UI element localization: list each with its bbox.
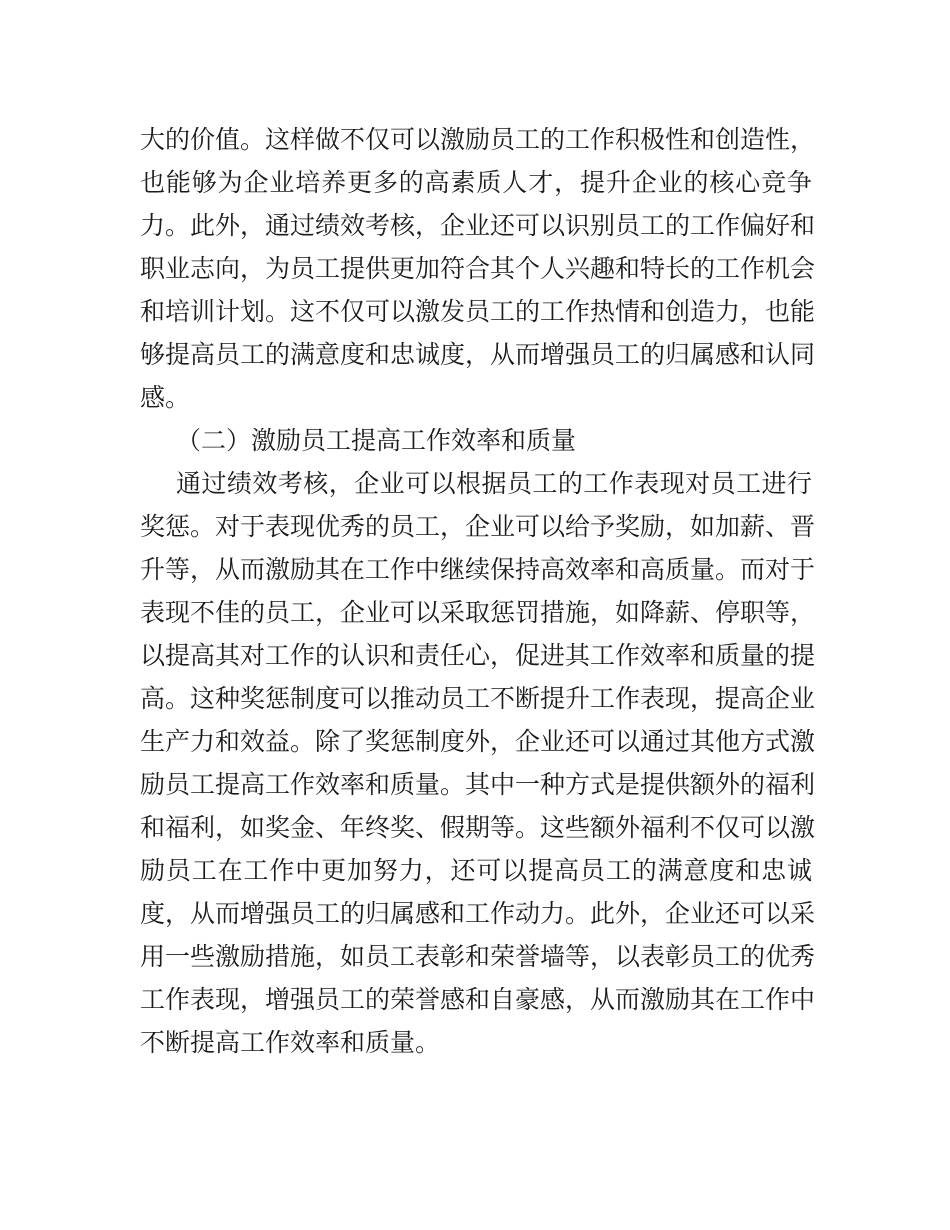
paragraph-line: 大的价值。这样做不仅可以激励员工的工作积极性和创造性， bbox=[140, 125, 816, 154]
paragraph-line: 职业志向，为员工提供更加符合其个人兴趣和特长的工作机会 bbox=[140, 254, 816, 283]
paragraph-line: 和福利，如奖金、年终奖、假期等。这些额外福利不仅可以激 bbox=[140, 813, 816, 842]
document-page bbox=[140, 118, 816, 1064]
paragraph-line: 高。这种奖惩制度可以推动员工不断提升工作表现，提高企业 bbox=[140, 684, 816, 713]
section-heading: （二）激励员工提高工作效率和质量 bbox=[176, 426, 577, 455]
paragraph-line: 感。 bbox=[140, 383, 191, 412]
paragraph-line: 够提高员工的满意度和忠诚度，从而增强员工的归属感和认同 bbox=[140, 340, 816, 369]
paragraph-line: 升等，从而激励其在工作中继续保持高效率和高质量。而对于 bbox=[140, 555, 816, 584]
paragraph-line: 励员工提高工作效率和质量。其中一种方式是提供额外的福利 bbox=[140, 770, 816, 799]
paragraph-line: 表现不佳的员工，企业可以采取惩罚措施，如降薪、停职等， bbox=[140, 598, 816, 627]
paragraph-line: 和培训计划。这不仅可以激发员工的工作热情和创造力，也能 bbox=[140, 297, 816, 326]
paragraph-line: 生产力和效益。除了奖惩制度外，企业还可以通过其他方式激 bbox=[140, 727, 816, 756]
paragraph-2 bbox=[140, 462, 816, 1064]
paragraph-line: 以提高其对工作的认识和责任心，促进其工作效率和质量的提 bbox=[140, 641, 816, 670]
paragraph-1 bbox=[140, 118, 816, 419]
paragraph-line: 也能够为企业培养更多的高素质人才，提升企业的核心竞争 bbox=[140, 168, 812, 197]
paragraph-line: 励员工在工作中更加努力，还可以提高员工的满意度和忠诚 bbox=[140, 856, 812, 885]
paragraph-line: 工作表现，增强员工的荣誉感和自豪感，从而激励其在工作中 bbox=[140, 985, 816, 1014]
paragraph-line: 力。此外，通过绩效考核，企业还可以识别员工的工作偏好和 bbox=[140, 211, 816, 240]
paragraph-line: 不断提高工作效率和质量。 bbox=[140, 1028, 441, 1057]
paragraph-line: 奖惩。对于表现优秀的员工，企业可以给予奖励，如加薪、晋 bbox=[140, 512, 816, 541]
paragraph-line: 通过绩效考核，企业可以根据员工的工作表现对员工进行 bbox=[176, 469, 812, 498]
paragraph-line: 用一些激励措施，如员工表彰和荣誉墙等，以表彰员工的优秀 bbox=[140, 942, 816, 971]
paragraph-line: 度，从而增强员工的归属感和工作动力。此外，企业还可以采 bbox=[140, 899, 816, 928]
